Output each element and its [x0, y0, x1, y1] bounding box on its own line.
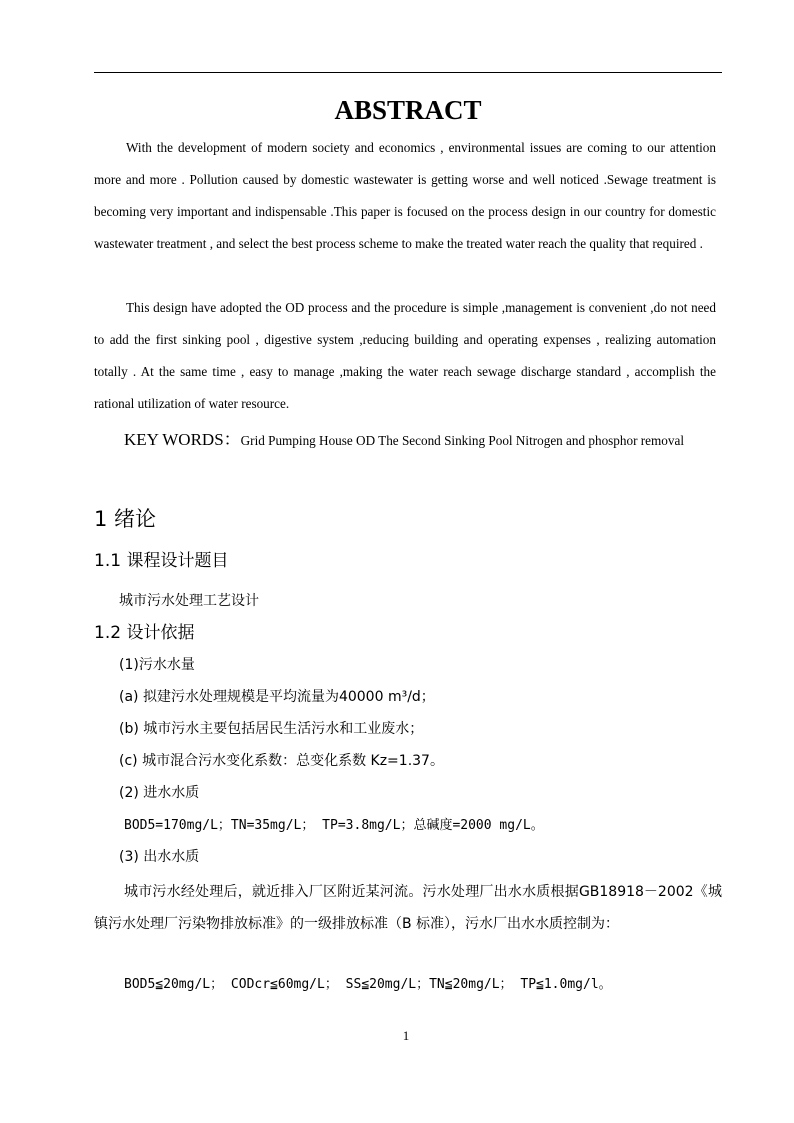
- inlet-quality-values: BOD5=170mg/L；TN=35mg/L； TP=3.8mg/L；总碱度=2000 mg/L。: [124, 818, 544, 833]
- keywords-line: [94, 420, 716, 461]
- list-item: (c) 城市混合污水变化系数：总变化系数 Kz=1.37。: [119, 753, 444, 769]
- outlet-quality-values: BOD5≦20mg/L； CODcr≦60mg/L； SS≦20mg/L；TN≦20mg/L； TP≦1.0mg/l。: [124, 977, 612, 992]
- section-1-1-heading: 1.1 课程设计题目: [94, 551, 229, 571]
- list-item: (a) 拟建污水处理规模是平均流量为40000 m³/d；: [119, 689, 435, 705]
- keywords-label: KEY WORDS：: [124, 430, 241, 449]
- page-number: 1: [402, 1028, 410, 1043]
- abstract-title: ABSTRACT: [334, 95, 482, 125]
- abstract-paragraph-1: With the development of modern society and economics , environmental issues are coming to our attention more and more . Pollution caused by domestic wastewater is getting worse and well noticed .Sewage treatment is becoming very important and indispensable .This paper is focused on the process design in our country for domestic wastewater treatment , and select the best process scheme to make the treated water reach the quality that required .: [94, 140, 716, 251]
- list-item: (b) 城市污水主要包括居民生活污水和工业废水；: [119, 721, 424, 737]
- abstract-paragraph-2: This design have adopted the OD process and the procedure is simple ,management is convenient ,do not need to add the first sinking pool , digestive system ,reducing building and operating expenses , realizing automation totally . At the same time , easy to manage ,making the water reach sewage discharge standard , accomplish the rational utilization of water resource.: [94, 300, 716, 411]
- section-1-2-heading: 1.2 设计依据: [94, 623, 195, 643]
- keywords-text: Grid Pumping House OD The Second Sinking Pool Nitrogen and phosphor removal: [240, 433, 684, 448]
- list-item: (2) 进水水质: [119, 785, 200, 801]
- list-item: (1)污水水量: [119, 657, 195, 673]
- outlet-quality-paragraph: 城市污水经处理后，就近排入厂区附近某河流。污水处理厂出水水质根据GB18918－2002《城镇污水处理厂污染物排放标准》的一级排放标准（B 标准），污水厂出水水质控制为：: [94, 884, 722, 932]
- chapter-heading: 1 绪论: [94, 507, 157, 531]
- header-rule: [94, 72, 722, 73]
- section-1-1-text: 城市污水处理工艺设计: [119, 593, 259, 609]
- list-item: (3) 出水水质: [119, 849, 200, 865]
